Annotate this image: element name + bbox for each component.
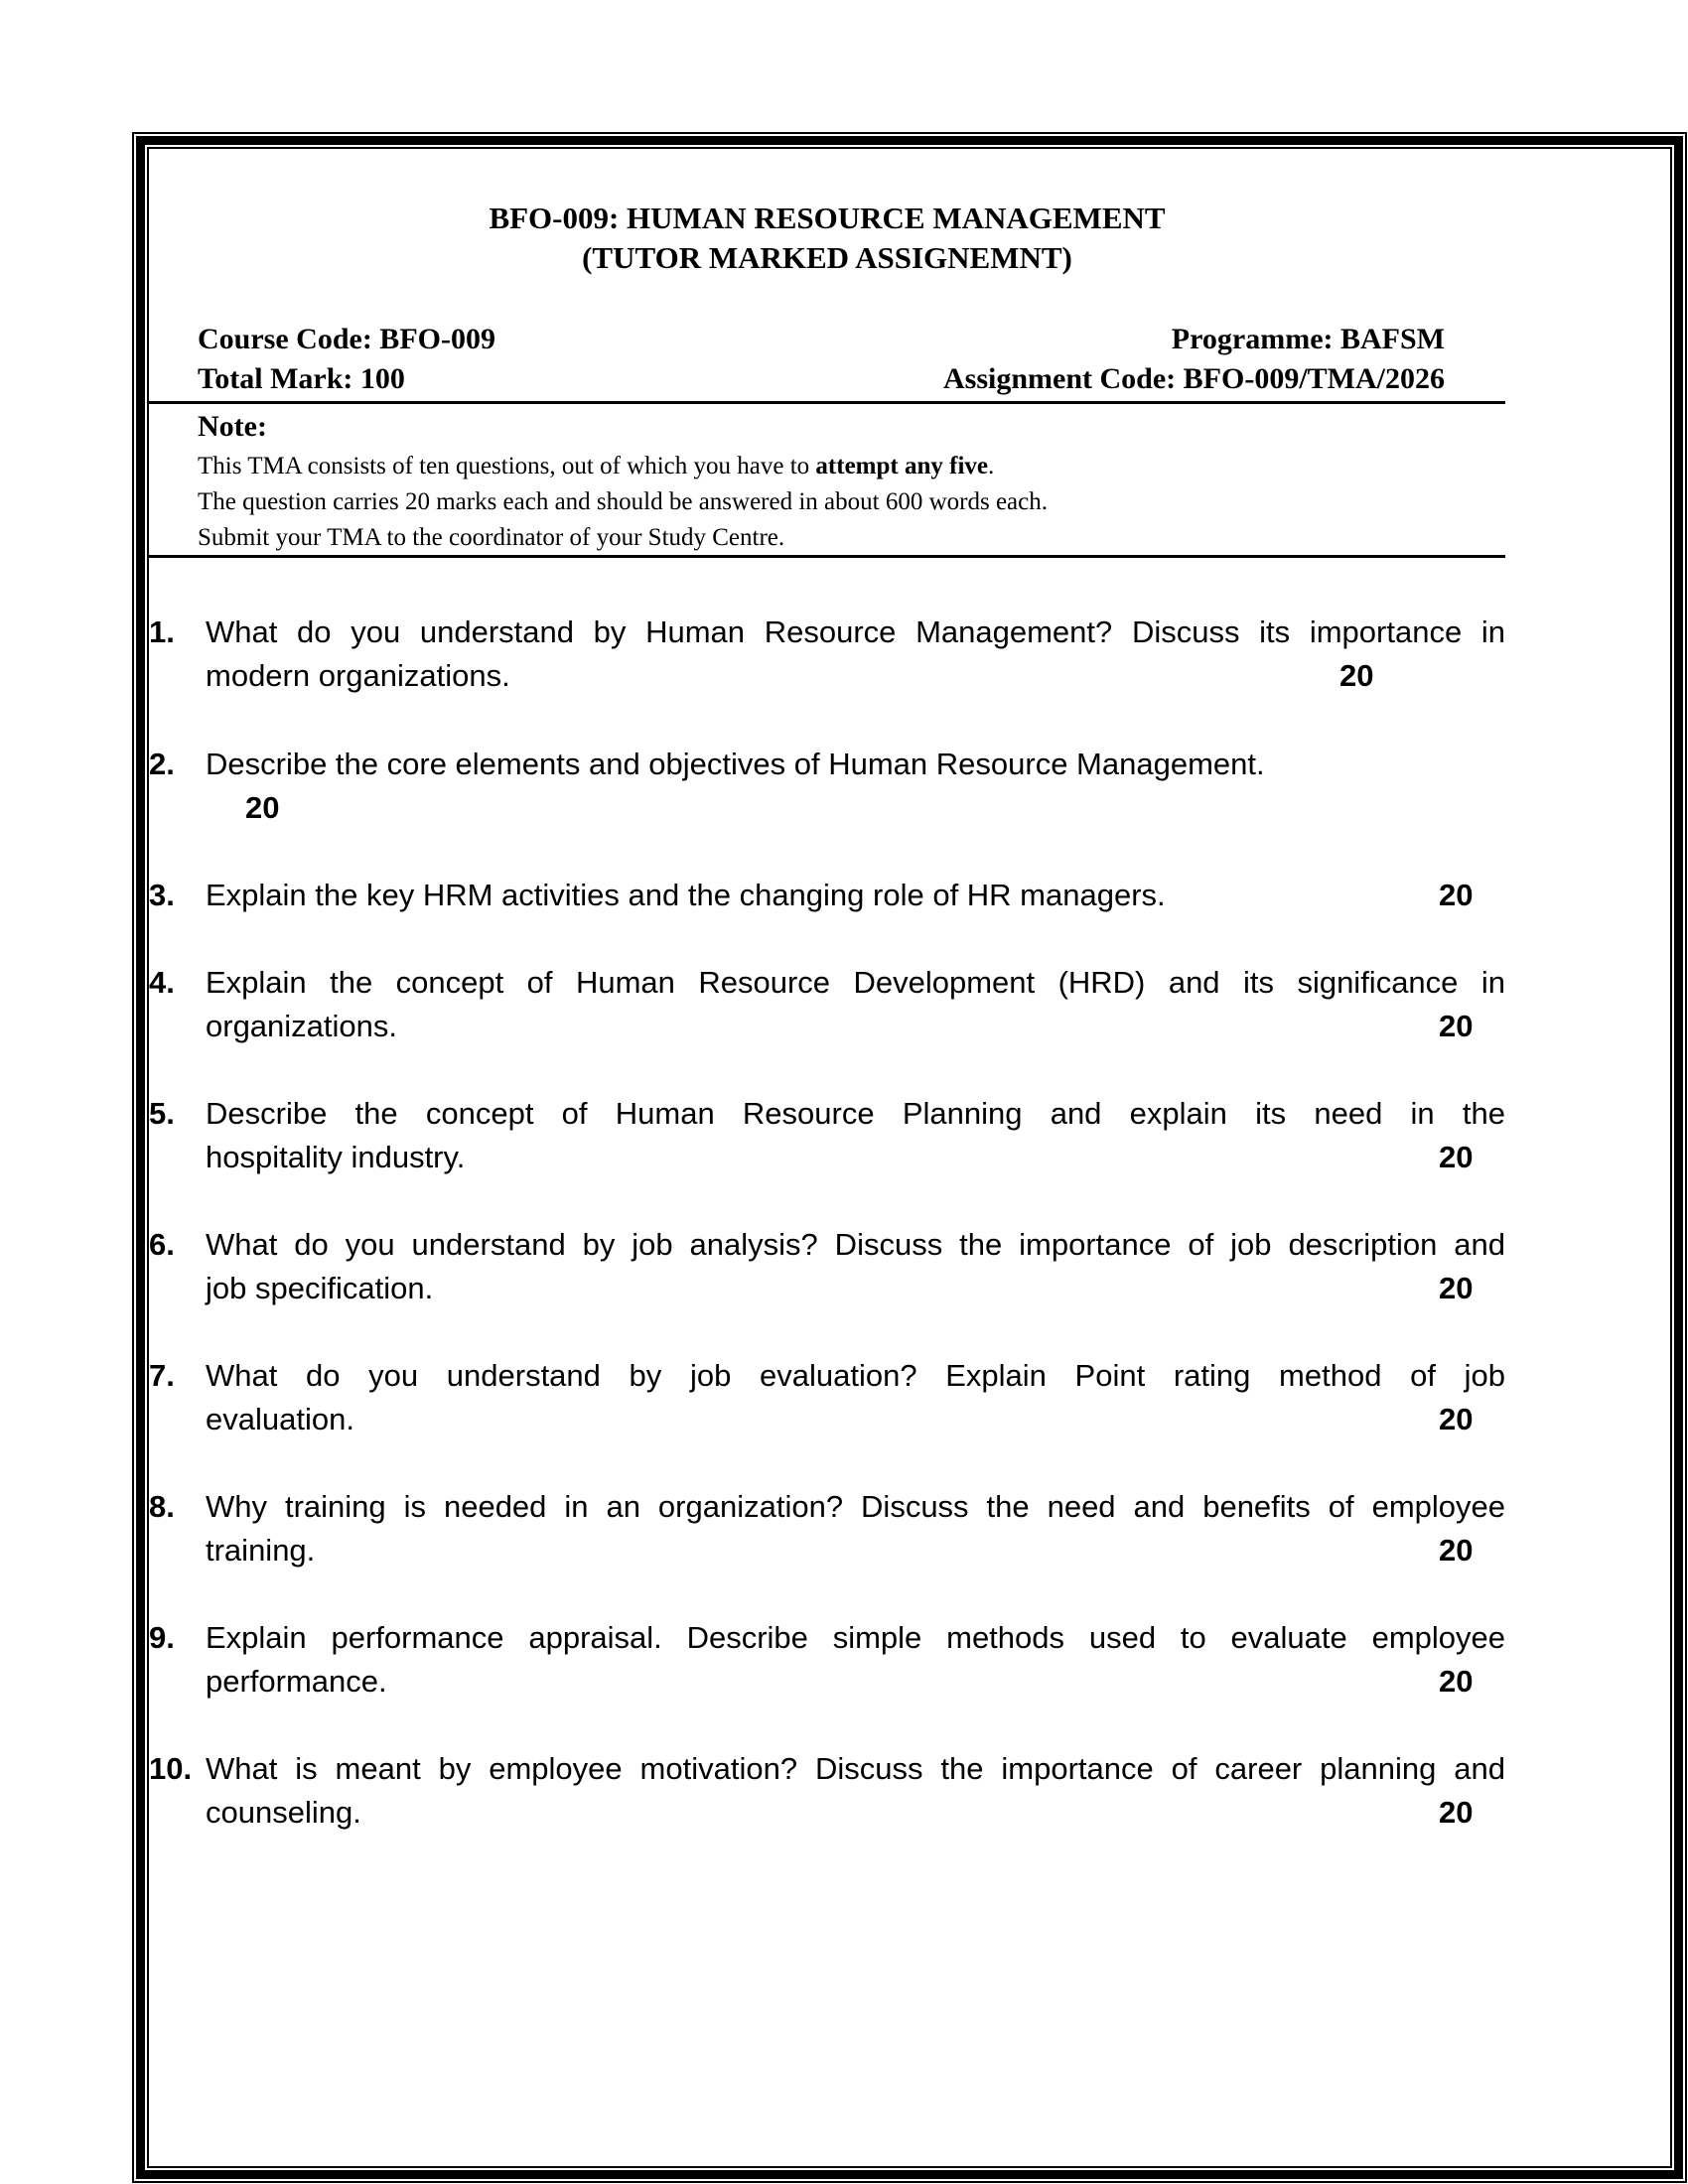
question-text-line2: hospitality industry. [206, 1140, 466, 1174]
question-text-line1: Explain performance appraisal. Describe simple methods used to evaluate employee [206, 1620, 1505, 1655]
note-line-1 [198, 449, 994, 484]
question-text-line1: What do you understand by job evaluation? Explain Point rating method of job [206, 1358, 1505, 1393]
question-marks: 20 [1439, 1402, 1474, 1436]
document-title: BFO-009: HUMAN RESOURCE MANAGEMENT [489, 201, 1166, 235]
total-mark: Total Mark: 100 [198, 362, 405, 395]
question-6 [149, 1223, 1505, 1312]
question-5 [149, 1092, 1505, 1181]
divider-top [149, 401, 1505, 404]
question-text-line1: Explain the concept of Human Resource Development (HRD) and its significance in [206, 965, 1505, 1000]
question-text-line2: performance. [206, 1664, 387, 1699]
question-number: 5. [149, 1096, 175, 1131]
question-number: 1. [149, 614, 175, 649]
question-text-line2: counseling. [206, 1795, 361, 1830]
question-marks: 20 [1439, 1533, 1474, 1568]
question-marks: 20 [1439, 1009, 1474, 1043]
question-text-line1: Describe the core elements and objectives of Human Resource Management. [206, 747, 1265, 781]
question-3 [149, 874, 1505, 917]
question-4 [149, 961, 1505, 1050]
question-text-line1: What do you understand by Human Resource Management? Discuss its importance in [206, 614, 1505, 649]
question-marks: 20 [1439, 1795, 1474, 1830]
question-text-line1: What is meant by employee motivation? Discuss the importance of career planning and [206, 1751, 1505, 1786]
question-text-line2: job specification. [206, 1271, 434, 1305]
question-marks: 20 [245, 790, 280, 825]
note-heading: Note: [198, 410, 267, 443]
question-number: 9. [149, 1620, 175, 1655]
question-7 [149, 1354, 1505, 1443]
question-number: 3. [149, 878, 175, 912]
note-line-2: The question carries 20 marks each and should be answered in about 600 words each. [198, 488, 1048, 515]
question-text-line1: Describe the concept of Human Resource Planning and explain its need in the [206, 1096, 1505, 1131]
question-marks: 20 [1439, 1140, 1474, 1174]
question-number: 6. [149, 1227, 175, 1262]
question-text-line1: What do you understand by job analysis? Discuss the importance of job description and [206, 1227, 1505, 1262]
note-line-1-emphasis: attempt any five [815, 453, 988, 479]
question-number: 7. [149, 1358, 175, 1393]
note-line-1-prefix: This TMA consists of ten questions, out of which you have to [198, 453, 816, 479]
divider-bottom [149, 555, 1505, 558]
question-marks: 20 [1439, 878, 1474, 912]
question-2 [149, 743, 1505, 832]
question-text-line1: Explain the key HRM activities and the changing role of HR managers. [206, 878, 1166, 912]
question-number: 8. [149, 1489, 175, 1524]
question-text-line2: organizations. [206, 1009, 398, 1043]
document-subtitle: (TUTOR MARKED ASSIGNEMNT) [582, 240, 1072, 275]
question-number: 2. [149, 747, 175, 781]
question-number: 10. [149, 1751, 193, 1786]
question-1 [149, 611, 1505, 700]
question-9 [149, 1616, 1505, 1706]
question-text-line1: Why training is needed in an organization? Discuss the need and benefits of employee [206, 1489, 1505, 1524]
course-code: Course Code: BFO-009 [198, 323, 495, 355]
question-text-line2: modern organizations. [206, 658, 510, 693]
question-number: 4. [149, 965, 175, 1000]
question-text-line2: training. [206, 1533, 316, 1568]
question-marks: 20 [1439, 1664, 1474, 1699]
assignment-code: Assignment Code: BFO-009/TMA/2026 [943, 362, 1445, 395]
programme: Programme: BAFSM [1171, 323, 1445, 355]
question-10 [149, 1747, 1505, 1837]
question-text-line2: evaluation. [206, 1402, 354, 1436]
question-marks: 20 [1339, 658, 1374, 693]
question-8 [149, 1485, 1505, 1574]
question-marks: 20 [1439, 1271, 1474, 1305]
note-line-3: Submit your TMA to the coordinator of your Study Centre. [198, 524, 785, 551]
note-line-1-suffix: . [988, 453, 995, 479]
